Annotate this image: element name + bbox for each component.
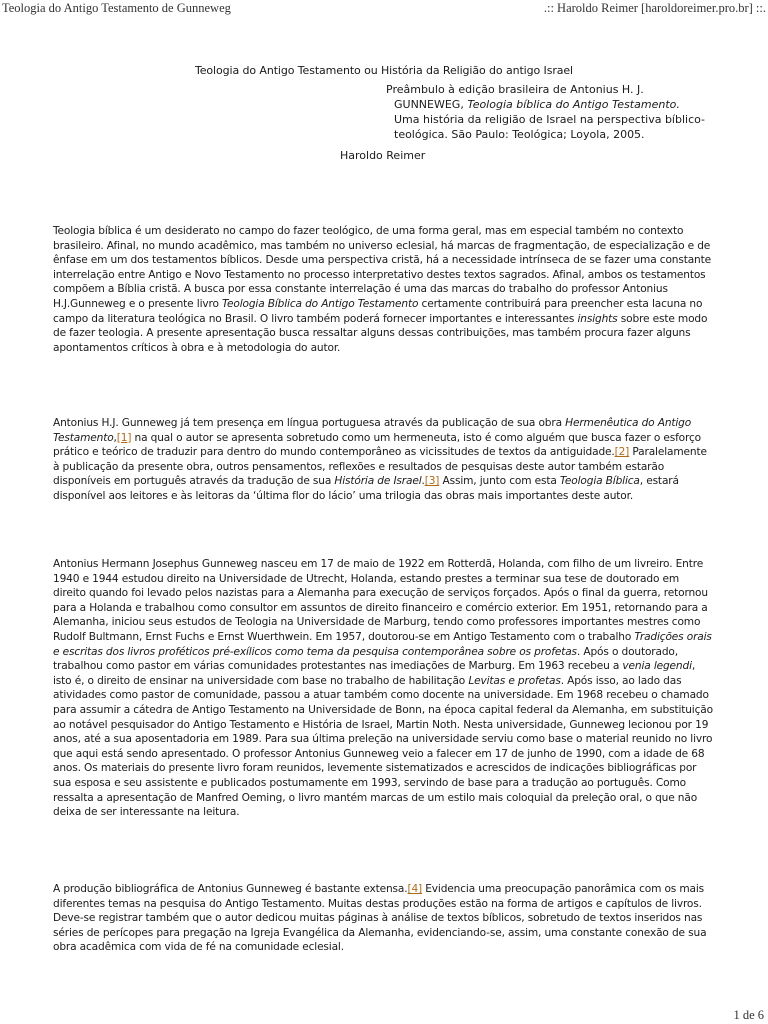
p1-book-title: Teologia Bíblica do Antigo Testamento: [222, 297, 419, 310]
footnote-link-4[interactable]: [4]: [407, 883, 423, 895]
preamble-line-1: Preâmbulo à edição brasileira de Antonius H. J.: [386, 83, 644, 96]
paragraph-3: [53, 557, 715, 820]
p1-insights: insights: [577, 312, 618, 325]
p4-text-a: A produção bibliográfica de Antonius Gunneweg é bastante extensa.: [53, 883, 408, 895]
preamble-author-name: GUNNEWEG,: [394, 98, 468, 111]
p3-text-c: . Após o doutorado, trabalhou como pastor em várias comunidades protestantes nas imediações de Marburg. Em 1963 recebeu a: [53, 645, 678, 673]
p3-text-e: , isto é, o direito de ensinar na universidade com base no trabalho de habilitação: [53, 660, 696, 687]
paragraph-2: [53, 416, 715, 504]
p3-thesis-title: Tradições orais e escritas dos livros proféticos pré-exílicos como tema da pesquisa contemporânea sobre os profetas: [53, 630, 712, 658]
header-document-title: Teologia do Antigo Testamento de Gunneweg: [2, 1, 231, 15]
p3-venia-legendi: venia legendi: [622, 660, 692, 673]
article-author: Haroldo Reimer: [340, 149, 426, 162]
footnote-link-3[interactable]: [3]: [424, 475, 440, 488]
p2-text-a: Antonius H.J. Gunneweg já tem presença em língua portuguesa através da publicação de sua obra: [53, 417, 566, 429]
preamble-block: [386, 82, 716, 142]
p1-text-a: Teologia bíblica é um desiderato no campo do fazer teológico, de uma forma geral, mas em especial também no contexto brasileiro. Afinal, no mundo acadêmico, mas também no universo eclesial, há marcas de fragmentação, de especialização e de ênfase em um dos testamentos bíblicos. Desde uma perspectiva cristã, há a necessidade intrínseca de se fazer uma constante interrelação entre Antigo e Novo Testamento no processo interpretativo destes textos sagrados. Afinal, ambos os testamentos compõem a Bíblia cristã. A busca por essa constante interrelação é uma das marcas do trabalho do professor Antonius H.J.Gunneweg e o presente livro: [53, 225, 711, 310]
p2-text-g: .: [421, 475, 425, 488]
p1-text-c: certamente contribuirá para preencher esta lacuna no campo da literatura teológica no Brasil. O livro também poderá fornecer importantes e interessantes: [53, 297, 703, 325]
p4-text-b: Evidencia uma preocupação panorâmica com os mais diferentes temas na pesquisa do Antigo Testamento. Muitas destas produções estão na forma de artigos e capítulos de livros. Deve-se registrar também que o autor dedicou muitas páginas à análise de textos bíblicos, sobretudo de textos inseridos nas séries de perícopes para pregação na Igreja Evangélica da Alemanha, evidenciando-se, assim, uma constante conexão de sua obra acadêmica com vida de fé na comunidade eclesial.: [53, 883, 707, 954]
document-title: Teologia do Antigo Testamento ou História da Religião do antigo Israel: [194, 64, 574, 77]
p3-text-g: . Após isso, ao lado das atividades como pastor de comunidade, passou a atuar também como docente na universidade. Em 1968 recebeu o chamado para assumir a cátedra de Antigo Testamento na Universidade de Bonn, na época capital federal da Alemanha, em substituição ao notável pesquisador do Antigo Testamento e História de Israel, Martin Noth. Nesta universidade, Gunneweg lecionou por 19 anos, até a sua aposentadoria em 1989. Para sua última preleção na universidade serviu como base o material reunido no livro que aqui está sendo apresentado. O professor Antonius Gunneweg veio a falecer em 17 de junho de 1990, com a idade de 68 anos. Os materiais do presente livro foram reunidos, levemente sistematizados e acrescidos de indicações bibliográficas por sua esposa e seu assistente e publicados postumamente em 1993, servindo de base para a tradução ao português. Como ressalta a apresentação de Manfred Oeming, o livro mantém marcas de um estilo mais coloquial da preleção oral, o que não deixa de ser interessante na leitura.: [53, 674, 713, 819]
footnote-link-1[interactable]: [1]: [116, 431, 132, 444]
p2-text-c: ,: [113, 431, 117, 444]
p2-book-title-historia: História de Israel: [334, 475, 422, 488]
p2-book-title-hermeneutica: Hermenêutica do Antigo Testamento: [53, 417, 692, 444]
p1-text-e: sobre este modo de fazer teologia. A presente apresentação busca ressaltar alguns dessas contribuições, mas também procura fazer alguns apontamentos críticos à obra e à metodologia do autor.: [53, 312, 708, 354]
header-site-name: .:: Haroldo Reimer [haroldoreimer.pro.br] ::.: [543, 1, 766, 15]
p2-text-j: , estará disponível aos leitores e às leitoras da ‘última flor do lácio’ uma trilogia das obras mais importantes deste autor.: [53, 475, 679, 502]
preamble-line-4: teológica. São Paulo: Teológica; Loyola, 2005.: [394, 128, 645, 141]
footnote-link-2[interactable]: [2]: [614, 446, 630, 459]
print-header: [0, 0, 768, 18]
p2-text-h: Assim, junto com esta: [439, 475, 560, 488]
preamble-line-2: [386, 97, 716, 112]
p2-book-title-teologia: Teologia Bíblica: [559, 475, 640, 488]
p2-text-e: Paralelamente à publicação da presente obra, outros pensamentos, reflexões e resultados de pesquisas deste autor também estarão disponíveis em português através da tradução de sua: [53, 446, 707, 488]
paragraph-4: [53, 882, 715, 955]
preamble-book-title: Teologia bíblica do Antigo Testamento.: [467, 98, 680, 111]
paragraph-1: [53, 224, 715, 355]
p3-habilitation-title: Levitas e profetas: [468, 674, 561, 687]
page-number: 1 de 6: [733, 1008, 764, 1022]
preamble-line-3: Uma história da religião de Israel na perspectiva bíblico-: [394, 113, 706, 126]
p2-text-d: na qual o autor se apresenta sobretudo como um hermeneuta, isto é como alguém que busca fazer o esforço prático e teórico de traduzir para dentro do mundo contemporâneo as vicissitudes de textos da antiguidade.: [53, 431, 701, 459]
p3-text-a: Antonius Hermann Josephus Gunneweg nasceu em 17 de maio de 1922 em Rotterdã, Holanda, com filho de um livreiro. Entre 1940 e 1944 estudou direito na Universidade de Utrecht, Holanda, estando prestes a terminar sua tese de doutorado em direito quando foi levado pelos nazistas para a Alemanha para execução de serviços forçados. Após o final da guerra, retornou para a Holanda e trabalhou como consultor em assuntos de direito financeiro e comércio exterior. Em 1951, retornando para a Alemanha, iniciou seus estudos de Teologia na Universidade de Marburg, tendo como professores importantes mestres como Rudolf Bultmann, Ernst Fuchs e Ernst Wuerthwein. Em 1957, doutorou-se em Antigo Testamento com o trabalho: [53, 558, 708, 643]
